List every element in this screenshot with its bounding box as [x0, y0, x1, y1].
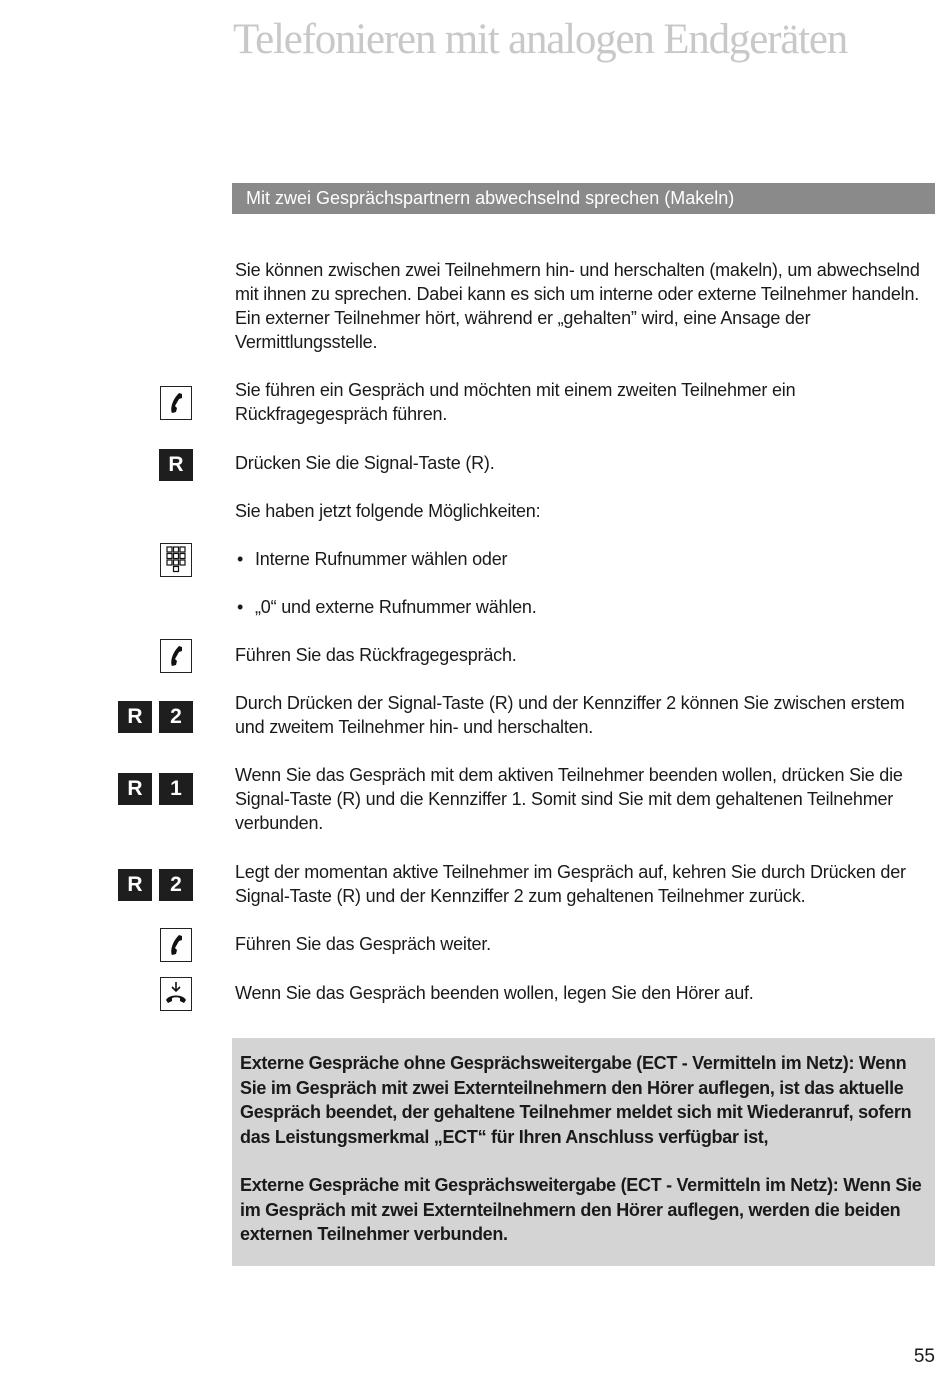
keypad-icon	[160, 543, 192, 577]
step-consultation-call: Führen Sie das Rückfragegespräch.	[235, 645, 517, 665]
signal-key-r: R	[118, 869, 152, 901]
note-with-ect: Externe Gespräche mit Gesprächsweitergabe (ECT - Vermitteln im Netz): Wenn Sie im Gespräch mit zwei Externteilnehmern den Hörer auflegen, werden die beiden externen Teilnehmer verbunden.	[240, 1175, 922, 1244]
step-hang-up: Wenn Sie das Gespräch beenden wollen, legen Sie den Hörer auf.	[235, 983, 754, 1003]
step-return-held: Legt der momentan aktive Teilnehmer im Gespräch auf, kehren Sie durch Drücken der Signal-Taste (R) und der Kennziffer 2 zum gehaltenen Teilnehmer zurück.	[235, 862, 906, 906]
step-press-r: Drücken Sie die Signal-Taste (R).	[235, 453, 495, 473]
digit-key-1: 1	[159, 773, 193, 805]
step-continue-call: Führen Sie das Gespräch weiter.	[235, 934, 491, 954]
step-end-active: Wenn Sie das Gespräch mit dem aktiven Teilnehmer beenden wollen, drücken Sie die Signal-Taste (R) und die Kennziffer 1. Somit sind Sie mit dem gehaltenen Teilnehmer verbunden.	[235, 765, 903, 833]
signal-key-r: R	[118, 773, 152, 805]
note-box	[232, 1038, 935, 1266]
digit-key-2: 2	[159, 869, 193, 901]
step-toggle: Durch Drücken der Signal-Taste (R) und der Kennziffer 2 können Sie zwischen erstem und zweitem Teilnehmer hin- und herschalten.	[235, 693, 905, 737]
handset-icon	[160, 639, 192, 673]
handset-icon	[160, 928, 192, 962]
signal-key-r: R	[118, 701, 152, 733]
page-number: 55	[913, 1346, 935, 1367]
page-title: Telefonieren mit analogen Endgeräten	[233, 16, 848, 63]
section-heading: Mit zwei Gesprächspartnern abwechselnd sprechen (Makeln)	[232, 183, 935, 214]
intro-paragraph: Sie können zwischen zwei Teilnehmern hin- und herschalten (makeln), um abwechselnd mit ihnen zu sprechen. Dabei kann es sich um interne oder externe Teilnehmer handeln. Ein externer Teilnehmer hört, während er „gehalten” wird, eine Ansage der Vermittlungsstelle.	[235, 260, 920, 352]
handset-icon	[160, 386, 192, 420]
digit-key-2: 2	[159, 701, 193, 733]
step-call-active: Sie führen ein Gespräch und möchten mit einem zweiten Teilnehmer ein Rückfragegespräch führen.	[235, 380, 796, 424]
note-without-ect: Externe Gespräche ohne Gesprächsweitergabe (ECT - Vermitteln im Netz): Wenn Sie im Gespräch mit zwei Externteilnehmern den Hörer auflegen, ist das aktuelle Gespräch beendet, der gehaltene Teilnehmer meldet sich mit Wiederanruf, sofern das Leistungsmerkmal „ECT“ für Ihren Anschluss verfügbar ist,	[240, 1053, 912, 1147]
list-item: • Interne Rufnummer wählen oder	[237, 549, 508, 569]
list-item: • „0“ und externe Rufnummer wählen.	[237, 597, 537, 617]
signal-key-r: R	[159, 449, 193, 481]
hang-up-icon	[160, 977, 192, 1011]
options-intro: Sie haben jetzt folgende Möglichkeiten:	[235, 501, 541, 521]
